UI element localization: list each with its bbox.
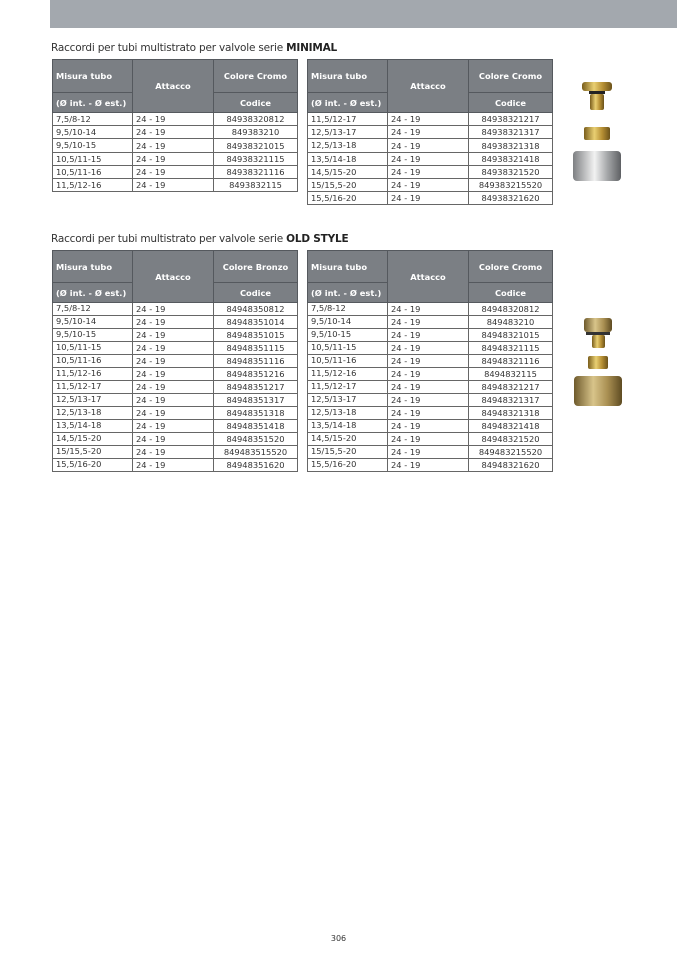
- cell-codice: 84948351520: [214, 433, 298, 446]
- cell-misura: 13,5/14-18: [308, 152, 388, 165]
- cell-misura: 9,5/10-15: [53, 329, 133, 342]
- cell-codice: 84948351318: [214, 407, 298, 420]
- cell-misura: 14,5/15-20: [308, 165, 388, 178]
- table-row: [308, 368, 553, 381]
- cell-misura: 10,5/11-15: [53, 342, 133, 355]
- header-codice: Codice: [214, 93, 298, 113]
- header-codice: Codice: [469, 283, 553, 303]
- cell-attacco: 24 - 19: [133, 139, 214, 152]
- page-number: 306: [330, 934, 347, 943]
- table-row: [53, 420, 298, 433]
- header-attacco: Attacco: [388, 251, 469, 303]
- cell-misura: 9,5/10-15: [308, 329, 388, 342]
- cell-codice: 84948351116: [214, 355, 298, 368]
- cell-codice: 84938321015: [214, 139, 298, 152]
- cell-attacco: 24 - 19: [133, 368, 214, 381]
- cell-attacco: 24 - 19: [388, 459, 469, 472]
- cell-codice: 84938321620: [469, 192, 553, 205]
- cell-attacco: 24 - 19: [388, 329, 469, 342]
- cell-attacco: 24 - 19: [388, 113, 469, 126]
- table-row: [308, 316, 553, 329]
- cell-attacco: 24 - 19: [133, 459, 214, 472]
- cell-attacco: 24 - 19: [388, 179, 469, 192]
- header-codice: Codice: [214, 283, 298, 303]
- header-band: [50, 0, 677, 28]
- cell-attacco: 24 - 19: [133, 303, 214, 316]
- cell-misura: 12,5/13-18: [308, 139, 388, 152]
- header-diametro: (Ø int. - Ø est.): [53, 283, 133, 303]
- table-row: [53, 303, 298, 316]
- table-row: [53, 446, 298, 459]
- table-row: [308, 126, 553, 139]
- header-misura-tubo: Misura tubo: [308, 251, 388, 283]
- cell-misura: 11,5/12-16: [53, 179, 133, 192]
- cell-misura: 14,5/15-20: [308, 433, 388, 446]
- cell-codice: 84948321318: [469, 407, 553, 420]
- cell-attacco: 24 - 19: [133, 179, 214, 192]
- cell-misura: 10,5/11-15: [308, 342, 388, 355]
- cell-codice: 84948351015: [214, 329, 298, 342]
- cell-codice: 84948321217: [469, 381, 553, 394]
- header-misura-tubo: Misura tubo: [53, 251, 133, 283]
- cell-codice: 84948320812: [469, 303, 553, 316]
- header-colore: Colore Cromo: [214, 60, 298, 93]
- cell-codice: 84948321520: [469, 433, 553, 446]
- header-diametro: (Ø int. - Ø est.): [308, 93, 388, 113]
- table-row: [308, 192, 553, 205]
- cell-codice: 84948321317: [469, 394, 553, 407]
- cell-attacco: 24 - 19: [388, 407, 469, 420]
- cell-codice: 84948321115: [469, 342, 553, 355]
- table-row: [53, 179, 298, 192]
- cell-misura: 10,5/11-15: [53, 152, 133, 165]
- cell-attacco: 24 - 19: [388, 420, 469, 433]
- cell-misura: 12,5/13-17: [53, 394, 133, 407]
- cell-misura: 14,5/15-20: [53, 433, 133, 446]
- cell-codice: 84938321115: [214, 152, 298, 165]
- table-row: [53, 459, 298, 472]
- table-row: [308, 165, 553, 178]
- section-title-text: Raccordi per tubi multistrato per valvole serie: [51, 42, 287, 54]
- table-row: [53, 152, 298, 165]
- table-row: [308, 152, 553, 165]
- cell-misura: 11,5/12-17: [308, 113, 388, 126]
- cell-codice: 84948351620: [214, 459, 298, 472]
- cell-misura: 13,5/14-18: [308, 420, 388, 433]
- cell-misura: 12,5/13-18: [53, 407, 133, 420]
- product-table-1-1: [307, 250, 553, 472]
- cell-attacco: 24 - 19: [133, 329, 214, 342]
- cell-attacco: 24 - 19: [388, 446, 469, 459]
- table-row: [53, 433, 298, 446]
- table-row: [308, 113, 553, 126]
- header-attacco: Attacco: [133, 60, 214, 113]
- cell-misura: 11,5/12-16: [53, 368, 133, 381]
- header-misura-tubo: Misura tubo: [53, 60, 133, 93]
- cell-codice: 8494832115: [469, 368, 553, 381]
- cell-codice: 84948350812: [214, 303, 298, 316]
- cell-codice: 849383210: [214, 126, 298, 139]
- cell-attacco: 24 - 19: [133, 113, 214, 126]
- cell-misura: 7,5/8-12: [53, 113, 133, 126]
- section-title-text: Raccordi per tubi multistrato per valvole serie: [51, 233, 287, 245]
- header-attacco: Attacco: [388, 60, 469, 113]
- cell-misura: 15,5/16-20: [308, 459, 388, 472]
- product-table-0-0: [52, 59, 298, 192]
- cell-attacco: 24 - 19: [388, 355, 469, 368]
- cell-misura: 7,5/8-12: [308, 303, 388, 316]
- section-title-minimal: [51, 42, 337, 54]
- cell-codice: 84948351014: [214, 316, 298, 329]
- cell-codice: 84948351418: [214, 420, 298, 433]
- cell-codice: 84948351115: [214, 342, 298, 355]
- header-codice: Codice: [469, 93, 553, 113]
- header-diametro: (Ø int. - Ø est.): [308, 283, 388, 303]
- cell-attacco: 24 - 19: [133, 165, 214, 178]
- table-row: [308, 342, 553, 355]
- cell-attacco: 24 - 19: [133, 126, 214, 139]
- cell-misura: 12,5/13-18: [308, 407, 388, 420]
- header-colore: Colore Bronzo: [214, 251, 298, 283]
- table-row: [53, 381, 298, 394]
- cell-attacco: 24 - 19: [133, 407, 214, 420]
- cell-codice: 84948351217: [214, 381, 298, 394]
- section-series-name: MINIMAL: [286, 42, 338, 54]
- cell-codice: 849483210: [469, 316, 553, 329]
- table-row: [308, 303, 553, 316]
- table-row: [308, 355, 553, 368]
- cell-misura: 9,5/10-14: [53, 316, 133, 329]
- cell-codice: 84938321318: [469, 139, 553, 152]
- cell-codice: 8493832115: [214, 179, 298, 192]
- cell-misura: 12,5/13-17: [308, 126, 388, 139]
- cell-attacco: 24 - 19: [133, 316, 214, 329]
- cell-attacco: 24 - 19: [133, 394, 214, 407]
- cell-codice: 84938320812: [214, 113, 298, 126]
- header-diametro: (Ø int. - Ø est.): [53, 93, 133, 113]
- cell-attacco: 24 - 19: [388, 192, 469, 205]
- cell-codice: 84948321620: [469, 459, 553, 472]
- cell-codice: 84948321418: [469, 420, 553, 433]
- cell-attacco: 24 - 19: [388, 394, 469, 407]
- cell-codice: 849383215520: [469, 179, 553, 192]
- cell-codice: 849483515520: [214, 446, 298, 459]
- cell-misura: 12,5/13-17: [308, 394, 388, 407]
- section-series-name: OLD STYLE: [286, 233, 349, 245]
- cell-misura: 15/15,5-20: [308, 179, 388, 192]
- product-table-1-0: [52, 250, 298, 472]
- table-row: [308, 433, 553, 446]
- table-row: [308, 407, 553, 420]
- cell-misura: 10,5/11-16: [308, 355, 388, 368]
- table-row: [53, 165, 298, 178]
- table-row: [308, 446, 553, 459]
- table-row: [308, 394, 553, 407]
- table-row: [53, 329, 298, 342]
- table-row: [308, 459, 553, 472]
- header-misura-tubo: Misura tubo: [308, 60, 388, 93]
- cell-attacco: 24 - 19: [388, 165, 469, 178]
- cell-codice: 84938321116: [214, 165, 298, 178]
- cell-attacco: 24 - 19: [133, 446, 214, 459]
- table-row: [53, 394, 298, 407]
- cell-misura: 11,5/12-17: [53, 381, 133, 394]
- cell-codice: 84948321116: [469, 355, 553, 368]
- cell-codice: 849483215520: [469, 446, 553, 459]
- table-row: [53, 368, 298, 381]
- cell-misura: 9,5/10-14: [53, 126, 133, 139]
- cell-attacco: 24 - 19: [388, 342, 469, 355]
- cell-attacco: 24 - 19: [388, 368, 469, 381]
- table-row: [53, 342, 298, 355]
- cell-misura: 10,5/11-16: [53, 355, 133, 368]
- product-table-0-1: [307, 59, 553, 205]
- cell-misura: 15/15,5-20: [308, 446, 388, 459]
- cell-codice: 84938321418: [469, 152, 553, 165]
- table-row: [53, 126, 298, 139]
- cell-misura: 11,5/12-17: [308, 381, 388, 394]
- cell-attacco: 24 - 19: [388, 139, 469, 152]
- table-row: [53, 316, 298, 329]
- cell-attacco: 24 - 19: [388, 381, 469, 394]
- table-row: [53, 355, 298, 368]
- table-row: [308, 381, 553, 394]
- cell-attacco: 24 - 19: [133, 342, 214, 355]
- section-title-old-style: [51, 233, 349, 245]
- cell-misura: 15,5/16-20: [53, 459, 133, 472]
- cell-misura: 10,5/11-16: [53, 165, 133, 178]
- cell-attacco: 24 - 19: [133, 152, 214, 165]
- cell-attacco: 24 - 19: [388, 433, 469, 446]
- cell-codice: 84938321520: [469, 165, 553, 178]
- cell-attacco: 24 - 19: [133, 420, 214, 433]
- table-row: [53, 407, 298, 420]
- cell-attacco: 24 - 19: [133, 381, 214, 394]
- table-row: [308, 139, 553, 152]
- cell-codice: 84938321217: [469, 113, 553, 126]
- cell-misura: 15/15,5-20: [53, 446, 133, 459]
- cell-misura: 7,5/8-12: [53, 303, 133, 316]
- table-row: [308, 179, 553, 192]
- cell-codice: 84948321015: [469, 329, 553, 342]
- cell-attacco: 24 - 19: [388, 316, 469, 329]
- cell-misura: 15,5/16-20: [308, 192, 388, 205]
- cell-misura: 13,5/14-18: [53, 420, 133, 433]
- cell-misura: 11,5/12-16: [308, 368, 388, 381]
- cell-attacco: 24 - 19: [388, 152, 469, 165]
- cell-attacco: 24 - 19: [388, 126, 469, 139]
- cell-attacco: 24 - 19: [388, 303, 469, 316]
- cell-codice: 84938321317: [469, 126, 553, 139]
- cell-codice: 84948351216: [214, 368, 298, 381]
- header-colore: Colore Cromo: [469, 251, 553, 283]
- table-row: [308, 420, 553, 433]
- header-colore: Colore Cromo: [469, 60, 553, 93]
- cell-attacco: 24 - 19: [133, 355, 214, 368]
- cell-misura: 9,5/10-15: [53, 139, 133, 152]
- table-row: [53, 113, 298, 126]
- table-row: [53, 139, 298, 152]
- header-attacco: Attacco: [133, 251, 214, 303]
- table-row: [308, 329, 553, 342]
- cell-misura: 9,5/10-14: [308, 316, 388, 329]
- cell-attacco: 24 - 19: [133, 433, 214, 446]
- cell-codice: 84948351317: [214, 394, 298, 407]
